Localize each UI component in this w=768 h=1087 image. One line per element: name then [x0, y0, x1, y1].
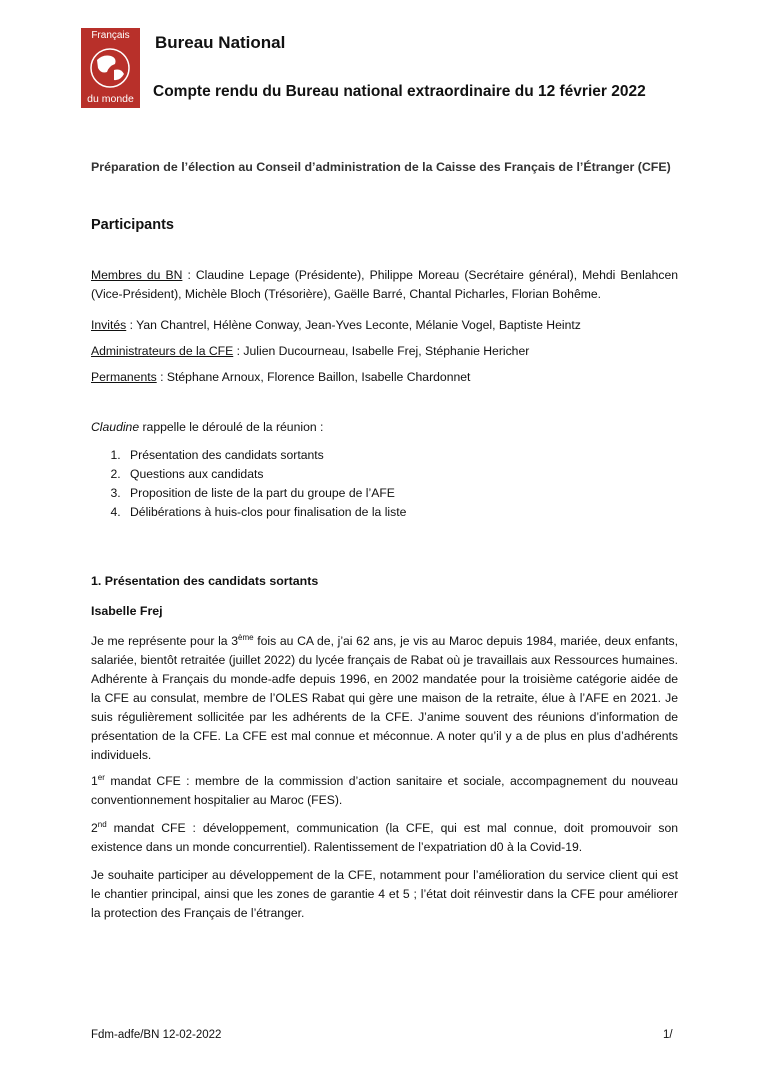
intro-name: Claudine: [91, 420, 140, 434]
globe-icon: [87, 46, 134, 90]
logo-text-top: Français: [91, 30, 130, 41]
candidate-name: Isabelle Frej: [91, 604, 163, 618]
footer-reference: Fdm-adfe/BN 12-02-2022: [91, 1029, 222, 1041]
mandate-text: mandat CFE : membre de la commission d’action sanitaire et sociale, accompagnement du nouveau conventionnement hospitalier au Maroc (FES).: [91, 774, 678, 807]
admins-label: Administrateurs de la CFE: [91, 344, 234, 358]
election-heading: Préparation de l’élection au Conseil d’administration de la Caisse des Français de l’Étranger (CFE): [91, 160, 671, 174]
members-text: : Claudine Lepage (Présidente), Philippe Moreau (Secrétaire général), Mehdi Benlahcen (Vice-Président), Michèle Bloch (Trésorière), Gaëlle Barré, Chantal Picharles, Florian Bohême.: [91, 268, 678, 301]
admins-text: : Julien Ducourneau, Isabelle Frej, Stéphanie Hericher: [233, 344, 530, 358]
agenda-item: 3. Proposition de liste de la part du groupe de l’AFE: [124, 484, 406, 503]
guests-paragraph: [91, 316, 678, 335]
page-subtitle: Compte rendu du Bureau national extraordinaire du 12 février 2022: [153, 83, 646, 100]
intro-text: rappelle le déroulé de la réunion :: [139, 420, 324, 434]
guests-text: : Yan Chantrel, Hélène Conway, Jean-Yves Leconte, Mélanie Vogel, Baptiste Heintz: [126, 318, 581, 332]
mandate-superscript: er: [97, 772, 105, 782]
bio-text: Je me représente pour la 3: [91, 634, 239, 648]
members-paragraph: [91, 266, 678, 304]
first-mandate-paragraph: [91, 772, 678, 810]
guests-label: Invités: [91, 318, 127, 332]
bio-superscript: ème: [238, 632, 254, 642]
admins-paragraph: [91, 342, 678, 361]
francais-du-monde-logo: [81, 28, 140, 108]
agenda-item: 1. Présentation des candidats sortants: [124, 446, 406, 465]
candidate-bio-paragraph: [91, 632, 678, 765]
page-title: Bureau National: [155, 33, 286, 52]
second-mandate-paragraph: [91, 819, 678, 857]
staff-paragraph: [91, 368, 678, 387]
members-label: Membres du BN: [91, 268, 183, 282]
agenda-item: 4. Délibérations à huis-clos pour finalisation de la liste: [124, 503, 406, 522]
agenda-list: [91, 446, 406, 522]
staff-label: Permanents: [91, 370, 157, 384]
participants-heading: Participants: [91, 217, 174, 233]
mandate-text: 1: [91, 774, 98, 788]
agenda-intro: [91, 420, 323, 434]
bio-text: fois au CA de, j’ai 62 ans, je vis au Maroc depuis 1984, mariée, deux enfants, salariée, bientôt retraitée (juillet 2022) du lycée français de Rabat où je travaillais aux Ressources humaines. Adhérente à Français du monde-adfe depuis 1996, en 2002 mandatée pour la troisième catégorie aidée de la CFE au consulat, membre de l’OLES Rabat qui gère une maison de la retraite, élue à l’AFE en 2021. Je suis régulièrement sollicitée par les adhérents de la CFE. J’anime souvent des réunions d’information de présentation de la CFE. La CFE est mal connue et méconnue. A noter qu’il y a de plus en plus d’adhérents individuels.: [91, 634, 678, 762]
mandate-superscript: nd: [97, 819, 107, 829]
logo-text-bottom: du monde: [87, 93, 134, 105]
page-number: 1/: [663, 1029, 673, 1041]
section-heading: 1. Présentation des candidats sortants: [91, 574, 319, 588]
staff-text: : Stéphane Arnoux, Florence Baillon, Isabelle Chardonnet: [156, 370, 471, 384]
agenda-item: 2. Questions aux candidats: [124, 465, 406, 484]
mandate-text: 2: [91, 821, 98, 835]
mandate-text: mandat CFE : développement, communication (la CFE, qui est mal connue, doit promouvoir son existence dans un monde concurrentiel). Ralentissement de l’expatriation d0 à la Covid-19.: [91, 821, 678, 854]
goals-paragraph: Je souhaite participer au développement de la CFE, notamment pour l’amélioration du service client qui est le chantier principal, ainsi que les zones de garantie 4 et 5 ; l’état doit réinvestir dans la CFE pour améliorer la protection des Français de l’étranger.: [91, 868, 678, 920]
